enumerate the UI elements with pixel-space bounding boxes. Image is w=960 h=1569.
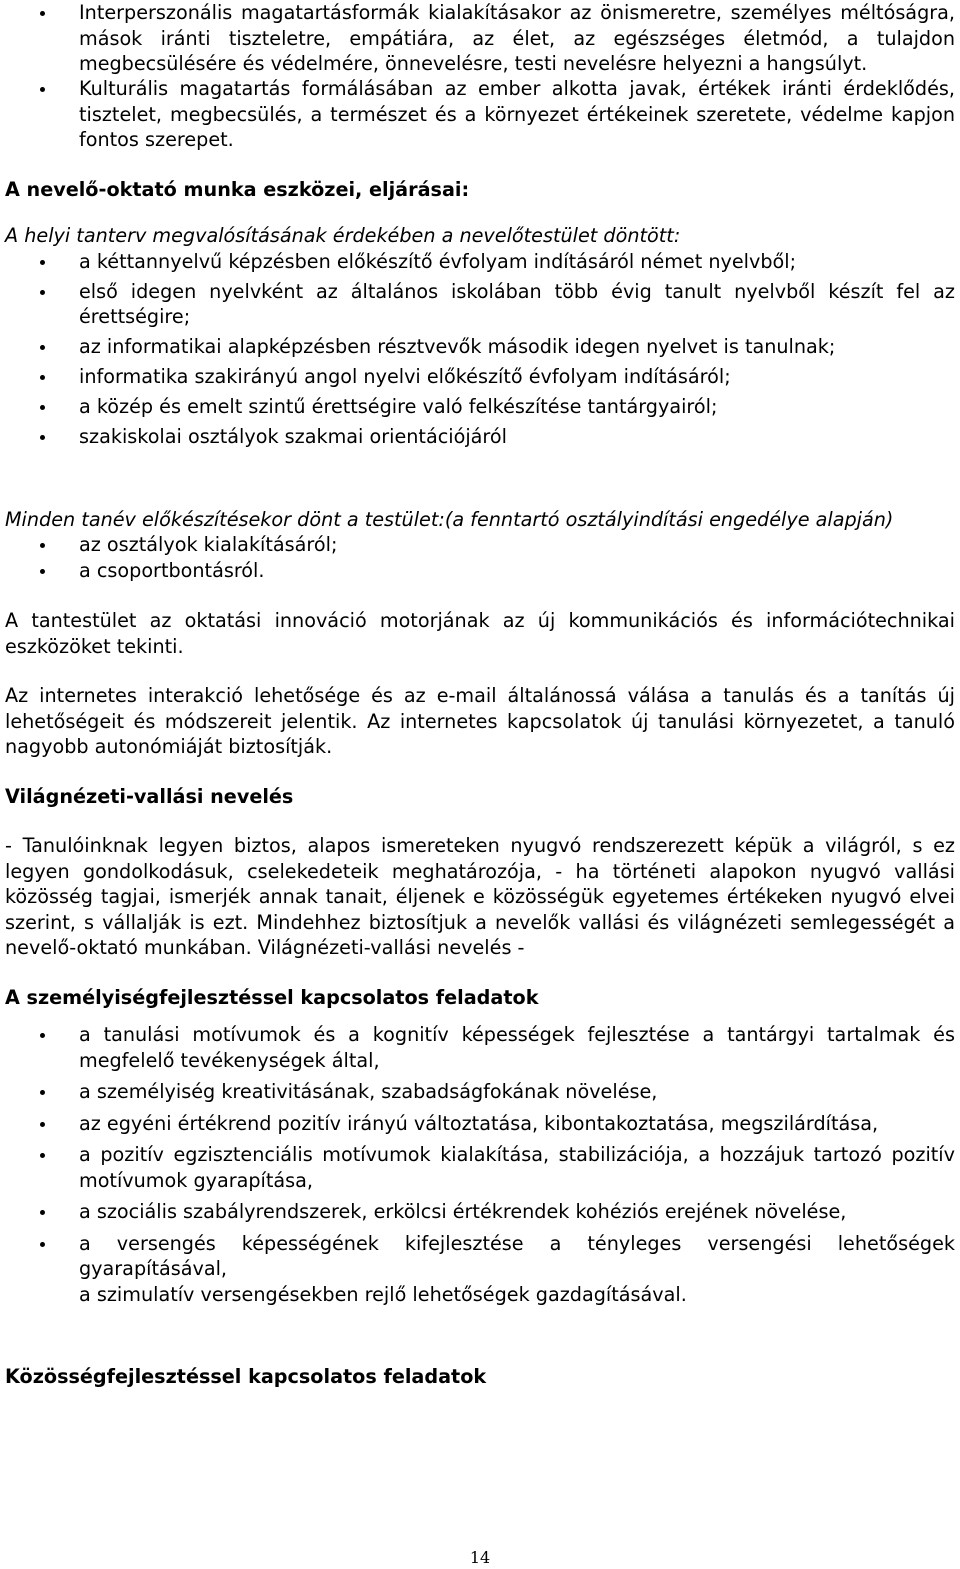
list-item: a versengés képességének kifejlesztése a tényleges versengési lehetőségek gyarapításával, [5,1231,955,1282]
tools-bullet-list [5,249,955,450]
paragraph-worldview: - Tanulóinknak legyen biztos, alapos ismereteken nyugvó rendszerezett képük a világról, s ez legyen gondolkodásuk, cselekedeteik meghatározója, - ha történeti alapokon nyugvó vallási közösség tagjai, ismerjék annak tanait, éljenek e közösségük egyetemes értékeken nyugvó elvei szerint, s vállalják is ezt. Mindehhez biztosítjuk a nevelők vallási és világnézeti semlegességét a nevelő-oktató munkában. Világnézeti-vallási nevelés - [5,834,955,959]
page-number: 14 [469,1548,491,1567]
section-heading-personality: A személyiségfejlesztéssel kapcsolatos feladatok [5,985,539,1009]
list-item: informatika szakirányú angol nyelvi előkészítő évfolyam indításáról; [5,364,955,390]
section-heading-tools: A nevelő-oktató munka eszközei, eljárásai: [5,177,470,201]
list-item: Interperszonális magatartásformák kialakításakor az önismeretre, személyes méltóságra, mások iránti tiszteletre, empátiára, az élet, az egészséges életmód, a tulajdon megbecsülésére és védelmére, önnevelésre, testi nevelésre helyezni a hangsúlyt. [5,0,955,77]
list-item-continuation: a szimulatív versengésekben rejlő lehetőségek gazdagításával. [79,1282,687,1306]
list-item: Kulturális magatartás formálásában az ember alkotta javak, értékek iránti érdeklődés, tisztelet, megbecsülés, a természet és a környezet értékeinek szeretete, védelme kapjon fontos szerepet. [5,76,955,153]
list-item: a szociális szabályrendszerek, erkölcsi értékrendek kohéziós erejének növelése, [5,1199,955,1225]
list-item: a kéttannyelvű képzésben előkészítő évfolyam indításáról német nyelvből; [5,249,955,275]
list-item: az informatikai alapképzésben résztvevők második idegen nyelvet is tanulnak; [5,334,955,360]
list-item: a személyiség kreativitásának, szabadságfokának növelése, [5,1079,955,1105]
paragraph-innovation: A tantestület az oktatási innováció motorjának az új kommunikációs és információtechnikai eszközöket tekinti. [5,609,955,658]
document-page [5,0,955,1390]
list-item: a csoportbontásról. [5,558,955,584]
paragraph-internet: Az internetes interakció lehetősége és az e-mail általánossá válása a tanulás és a tanítás új lehetőségeit és módszereit jelentik. Az internetes kapcsolatok új tanulási környezetet, a tanuló nagyobb autonómiáját biztosítják. [5,684,955,758]
section-heading-community: Közösségfejlesztéssel kapcsolatos feladatok [5,1365,487,1388]
list-item: a pozitív egzisztenciális motívumok kialakítása, stabilizációja, a hozzájuk tartozó pozitív motívumok gyarapítása, [5,1142,955,1193]
yearly-bullet-list [5,532,955,583]
list-item: a tanulási motívumok és a kognitív képességek fejlesztése a tantárgyi tartalmak és megfelelő tevékenységek által, [5,1022,955,1073]
list-item: első idegen nyelvként az általános iskolában több évig tanult nyelvből készít fel az érettségire; [5,279,955,330]
top-bullet-list [5,0,955,153]
list-item: az osztályok kialakításáról; [5,532,955,558]
section-intro-yearly: Minden tanév előkészítésekor dönt a testület:(a fenntartó osztályindítási engedélye alapján) [5,507,894,531]
section-heading-worldview: Világnézeti-vallási nevelés [5,784,294,808]
personality-bullet-list [5,1022,955,1282]
section-intro-tools: A helyi tanterv megvalósításának érdekében a nevelőtestület döntött: [5,224,681,247]
list-item: az egyéni értékrend pozitív irányú változtatása, kibontakoztatása, megszilárdítása, [5,1111,955,1137]
list-item: a közép és emelt szintű érettségire való felkészítése tantárgyairól; [5,394,955,420]
list-item: szakiskolai osztályok szakmai orientációjáról [5,424,955,450]
